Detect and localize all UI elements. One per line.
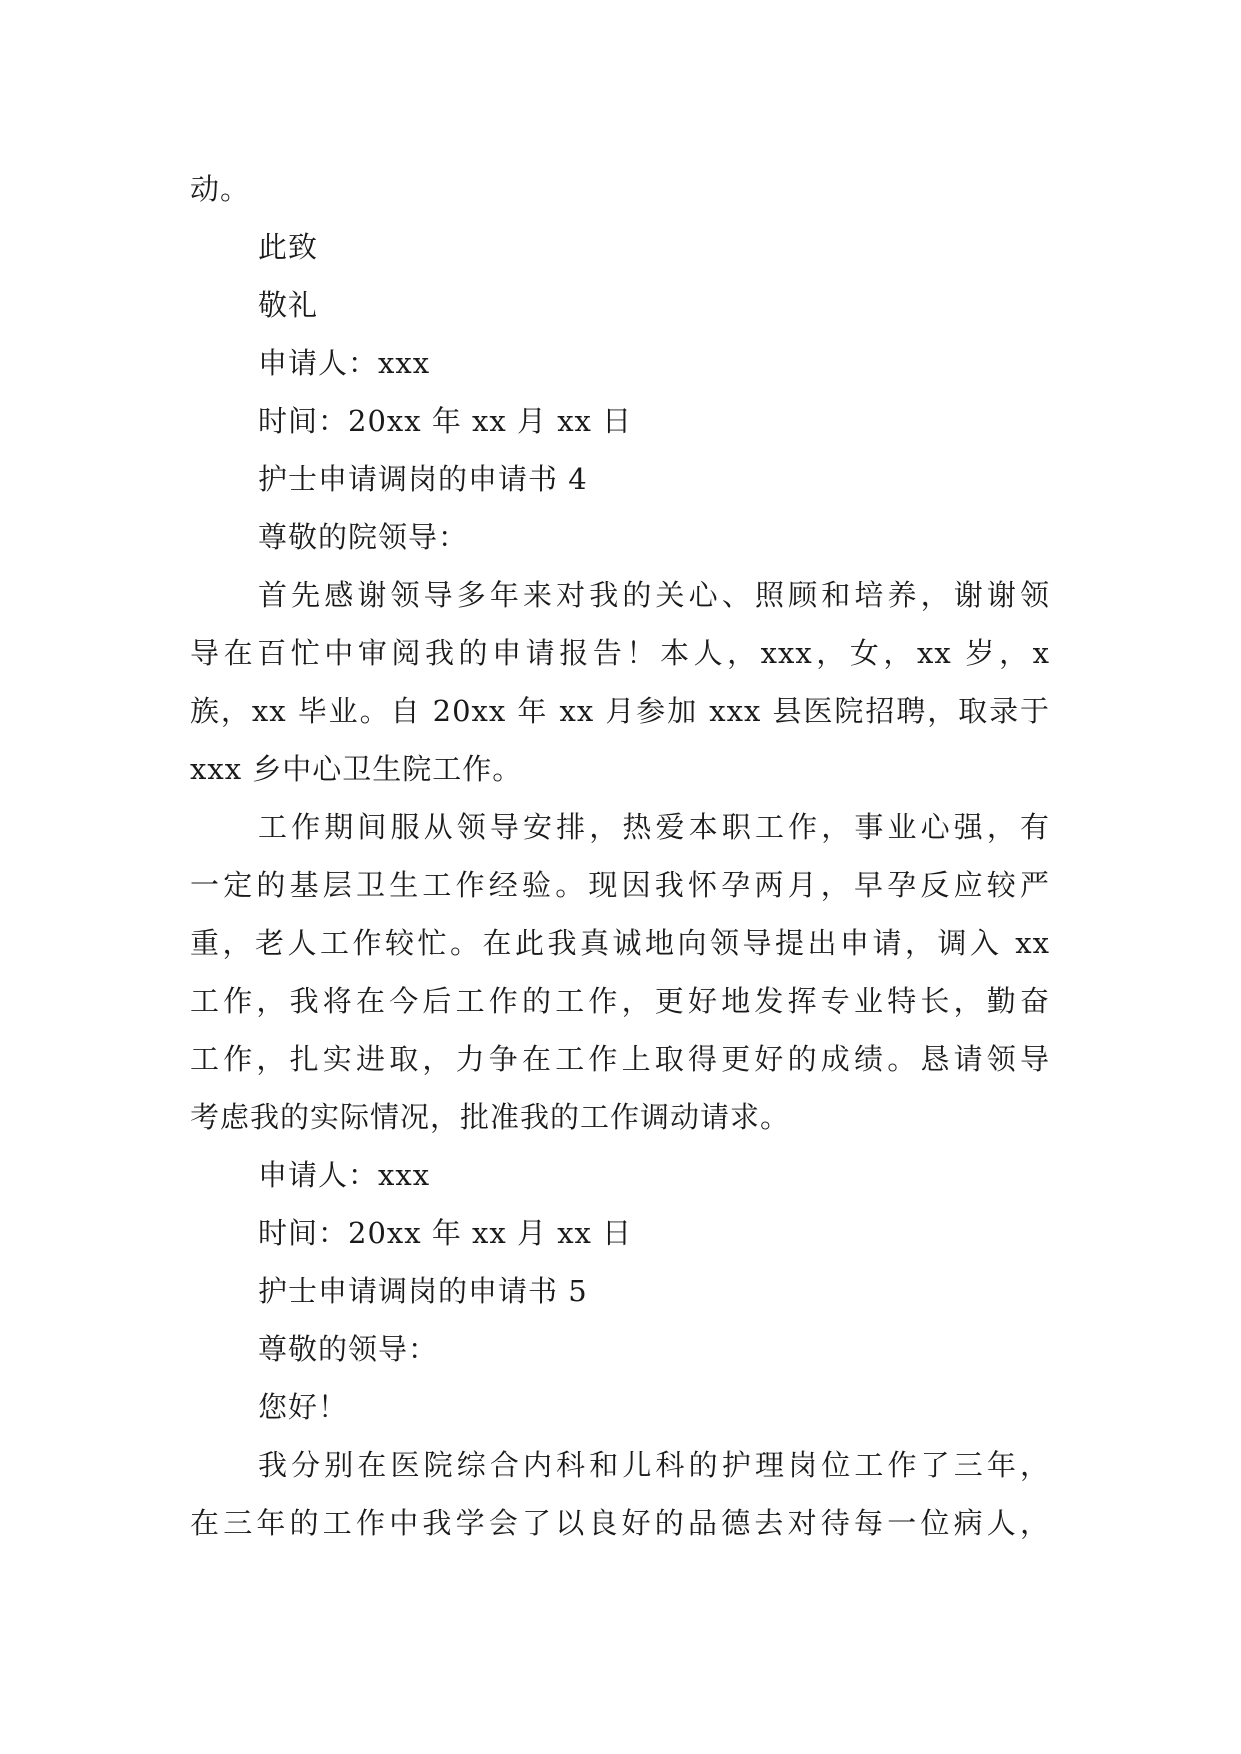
text-line: 时间：20xx 年 xx 月 xx 日 — [258, 404, 633, 438]
text-line: 在三年的工作中我学会了以良好的品德去对待每一位病人， — [190, 1506, 1050, 1540]
text-line: 首先感谢领导多年来对我的关心、照顾和培养，谢谢领 — [258, 578, 1050, 612]
text-line: 工作，我将在今后工作的工作，更好地发挥专业特长，勤奋 — [190, 984, 1050, 1018]
text-line: 重，老人工作较忙。在此我真诚地向领导提出申请，调入 xx — [190, 926, 1050, 960]
text-line: 族，xx 毕业。自 20xx 年 xx 月参加 xxx 县医院招聘，取录于 — [190, 694, 1050, 728]
text-line: 导在百忙中审阅我的申请报告！本人，xxx，女，xx 岁，x — [190, 636, 1050, 670]
text-line: 时间：20xx 年 xx 月 xx 日 — [258, 1216, 633, 1250]
text-line: 您好！ — [258, 1390, 349, 1424]
document-body — [190, 160, 1050, 1552]
text-line: 尊敬的领导： — [258, 1332, 439, 1366]
text-line: 尊敬的院领导： — [258, 520, 469, 554]
text-line: 申请人：xxx — [258, 346, 431, 380]
text-line: 工作期间服从领导安排，热爱本职工作，事业心强，有 — [258, 810, 1050, 844]
text-line: 工作，扎实进取，力争在工作上取得更好的成绩。恳请领导 — [190, 1042, 1050, 1076]
text-line: 敬礼 — [258, 288, 319, 322]
text-line: 申请人：xxx — [258, 1158, 431, 1192]
text-line: 我分别在医院综合内科和儿科的护理岗位工作了三年， — [258, 1448, 1050, 1482]
text-line: 一定的基层卫生工作经验。现因我怀孕两月，早孕反应较严 — [190, 868, 1050, 902]
text-line: 护士申请调岗的申请书 4 — [258, 462, 588, 496]
text-line: 考虑我的实际情况，批准我的工作调动请求。 — [190, 1100, 791, 1134]
text-line: 动。 — [190, 172, 251, 206]
text-line: 此致 — [258, 230, 319, 264]
text-line: xxx 乡中心卫生院工作。 — [190, 752, 523, 786]
text-line: 护士申请调岗的申请书 5 — [258, 1274, 588, 1308]
